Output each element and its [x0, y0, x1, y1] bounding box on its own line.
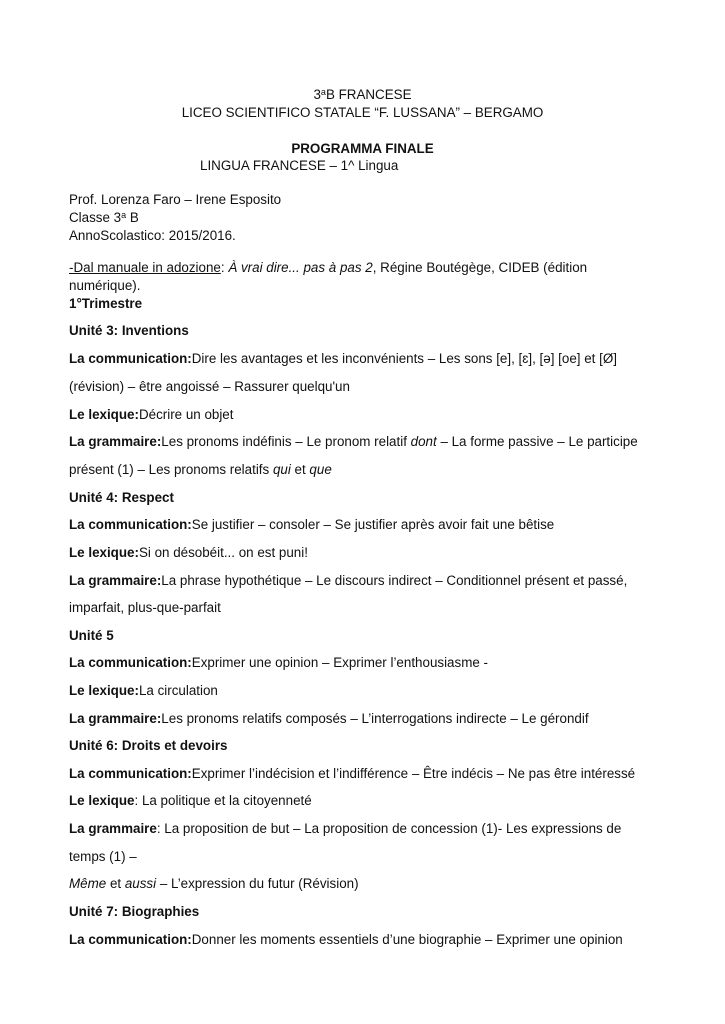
unit-3-title: Unité 3: Inventions	[69, 323, 189, 338]
class-heading: 3$^a$B FRANCESE	[313, 87, 412, 102]
unit-4-title: Unité 4: Respect	[69, 490, 174, 505]
unit-4-communication: La communication:Se justifier – consoler – Se justifier après avoir fait une bêtise	[69, 517, 555, 532]
class-line: Classe 3$^a$ B	[69, 210, 139, 225]
document-title: PROGRAMMA FINALE	[291, 141, 434, 156]
unit-5-grammaire: La grammaire:Les pronoms relatifs composés – L’interrogations indirecte – Le gérondif	[69, 711, 589, 726]
subject-heading: LINGUA FRANCESE – 1^ Lingua	[200, 158, 399, 173]
unit-6-communication: La communication:Exprimer l’indécision et l’indifférence – Être indécis – Ne pas être intéressé	[69, 766, 636, 781]
unit-3-grammaire-cont: présent (1) – Les pronoms relatifs qui et que	[69, 462, 332, 477]
unit-6-lexique: Le lexique: La politique et la citoyenneté	[69, 793, 312, 808]
unit-4-grammaire-cont: imparfait, plus-que-parfait	[69, 600, 221, 615]
unit-6-grammaire-cont-2: Même et aussi – L’expression du futur (Révision)	[69, 876, 359, 891]
unit-5-title: Unité 5	[69, 628, 114, 643]
teachers-line: Prof. Lorenza Faro – Irene Esposito	[69, 192, 282, 207]
unit-7-title: Unité 7: Biographies	[69, 904, 200, 919]
unit-4-grammaire: La grammaire:La phrase hypothétique – Le discours indirect – Conditionnel présent et passé,	[69, 573, 628, 588]
unit-3-lexique: Le lexique:Décrire un objet	[69, 407, 234, 422]
unit-3-communication-cont: (révision) – être angoissé – Rassurer quelqu'un	[69, 379, 350, 394]
unit-7-communication: La communication:Donner les moments essentiels d’une biographie – Exprimer une opinion	[69, 932, 623, 947]
book-title: À vrai dire... pas à pas 2	[228, 260, 373, 275]
unit-6-grammaire: La grammaire: La proposition de but – La proposition de concession (1)- Les expressions de	[69, 821, 622, 836]
unit-5-communication: La communication:Exprimer une opinion – Exprimer l’enthousiasme -	[69, 655, 488, 670]
unit-3-communication: La communication:Dire les avantages et les inconvénients – Les sons [e], [ɛ], [ə] [oe] et [Ø]	[69, 351, 617, 366]
unit-5-lexique: Le lexique:La circulation	[69, 683, 218, 698]
unit-6-grammaire-cont: temps (1) –	[69, 849, 137, 864]
unit-4-lexique: Le lexique:Si on désobéit... on est puni!	[69, 545, 308, 560]
unit-3-grammaire: La grammaire:Les pronoms indéfinis – Le pronom relatif dont – La forme passive – Le participe	[69, 434, 638, 449]
school-year-line: AnnoScolastico: 2015/2016.	[69, 228, 236, 243]
manual-line-2: numérique).	[69, 278, 141, 293]
trimester-heading: 1°Trimestre	[69, 296, 143, 311]
manual-line: -Dal manuale in adozione: À vrai dire... pas à pas 2, Régine Boutégège, CIDEB (édition	[69, 260, 588, 275]
unit-6-title: Unité 6: Droits et devoirs	[69, 738, 228, 753]
school-heading: LICEO SCIENTIFICO STATALE “F. LUSSANA” – BERGAMO	[181, 105, 544, 120]
manual-label: -Dal manuale in adozione	[69, 260, 221, 275]
